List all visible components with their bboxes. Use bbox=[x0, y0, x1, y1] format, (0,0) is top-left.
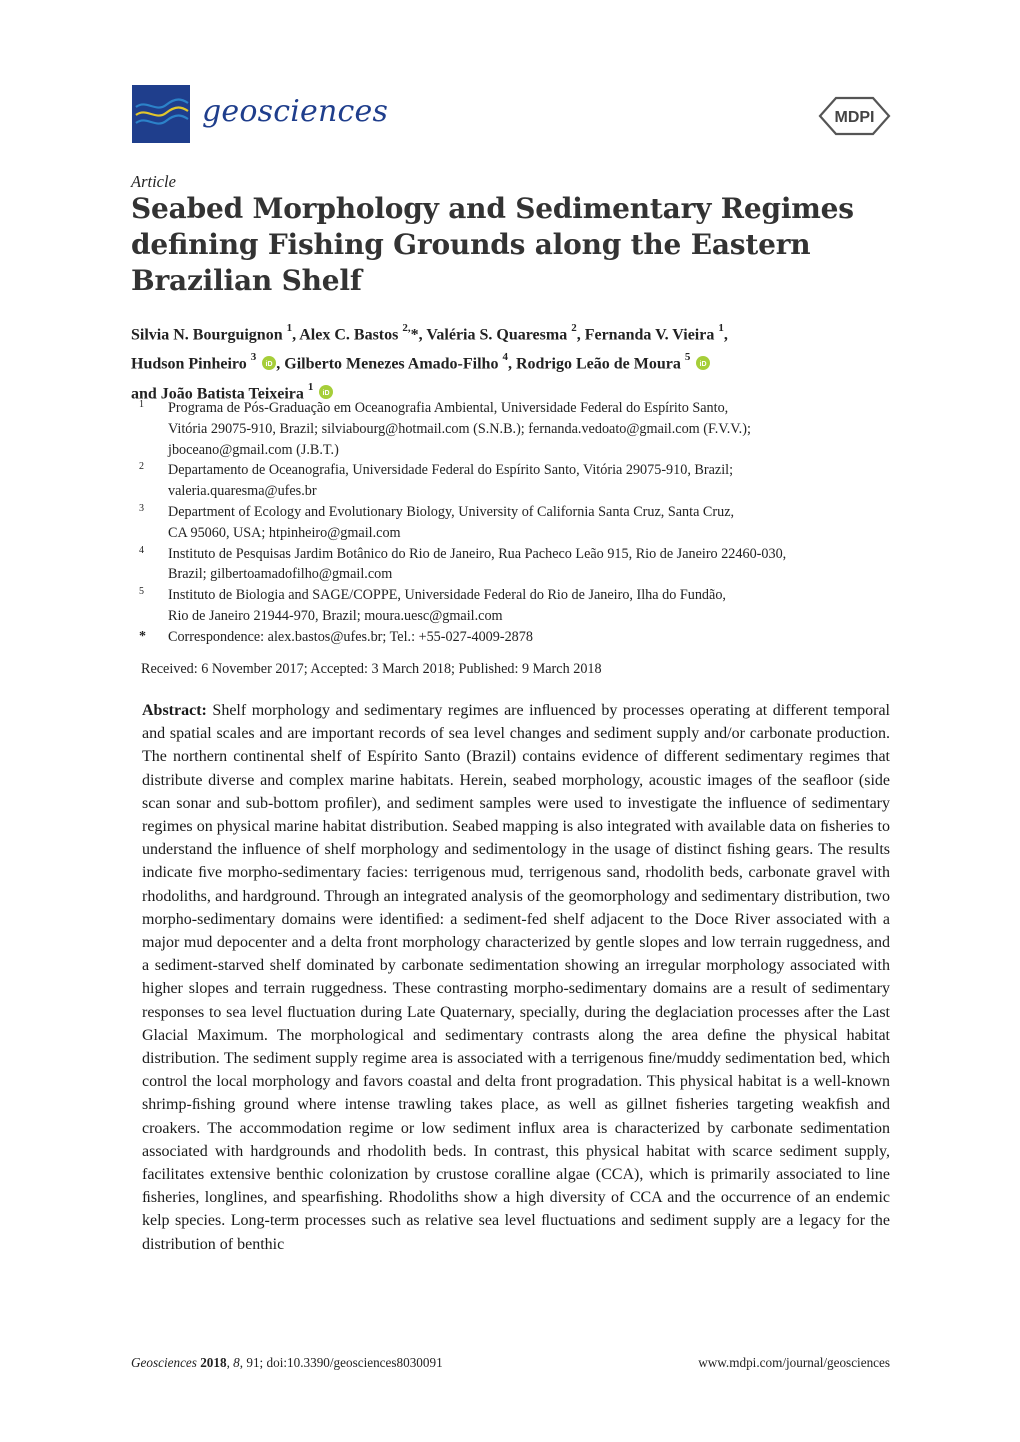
affiliation-line: Department of Ecology and Evolutionary Biology, University of California Santa Cruz, Santa Cruz, bbox=[168, 503, 735, 520]
affiliation-line: Departamento de Oceanografia, Universidade Federal do Espírito Santo, Vitória 29075-910, Brazil; bbox=[168, 462, 734, 479]
author-name[interactable]: and João Batista Teixeira bbox=[131, 384, 304, 402]
affiliation-line: valeria.quaresma@ufes.br bbox=[168, 483, 317, 500]
mdpi-logo-icon bbox=[818, 95, 891, 137]
affiliation-item bbox=[131, 544, 911, 586]
svg-text:iD: iD bbox=[322, 390, 330, 398]
affiliation-number: 5 bbox=[139, 586, 144, 598]
author-affiliation-ref: 3 bbox=[250, 351, 257, 364]
author-affiliation-ref: 2 bbox=[571, 322, 577, 334]
correspondence-star: * bbox=[139, 628, 146, 644]
corresponding-star: * bbox=[410, 326, 419, 344]
footer-volume: 8 bbox=[233, 1355, 240, 1370]
affiliation-item bbox=[131, 460, 911, 502]
author-line-2: Hudson Pinheiro $^3$ iD , Gilberto Menezes Amado-Filho $^4$, Rodrigo Leão de Moura $^5$ iD bbox=[131, 347, 891, 376]
affiliation-line: Brazil; gilbertoamadofilho@gmail.com bbox=[168, 566, 393, 583]
title-line-2: deﬁning Fishing Grounds along the Eastern bbox=[131, 228, 811, 261]
author-name[interactable]: Silvia N. Bourguignon bbox=[131, 326, 283, 344]
affiliation-item bbox=[131, 398, 911, 460]
footer-doi[interactable]: , 91; doi:10.3390/geosciences8030091 bbox=[239, 1355, 443, 1370]
affiliation-item bbox=[131, 585, 911, 627]
affiliation-line: CA 95060, USA; htpinheiro@gmail.com bbox=[168, 524, 401, 541]
affiliation-line: Vitória 29075-910, Brazil; silviabourg@hotmail.com (S.N.B.); fernanda.vedoato@gmail.com (F.V.V.); bbox=[168, 420, 751, 437]
author-affiliation-ref: 1 bbox=[718, 322, 724, 334]
orcid-icon[interactable] bbox=[696, 356, 710, 370]
affiliation-item bbox=[131, 502, 911, 544]
affiliation-number: 1 bbox=[139, 399, 144, 410]
affiliation-number: 3 bbox=[139, 502, 144, 514]
journal-logo-icon bbox=[132, 85, 190, 143]
correspondence-line: Correspondence: alex.bastos@ufes.br; Tel.: +55-027-4009-2878 bbox=[168, 628, 533, 645]
author-line-1: Silvia N. Bourguignon $^1$, Alex C. Bastos $^{2,}$*, Valéria S. Quaresma $^2$, Fernanda V. Vieira $^1$, bbox=[131, 322, 728, 344]
journal-url-link[interactable]: www.mdpi.com/journal/geosciences bbox=[698, 1355, 890, 1370]
mdpi-logo-text: MDPI bbox=[834, 109, 875, 126]
author-affiliation-ref: 4 bbox=[502, 351, 508, 364]
abstract-text: Shelf morphology and sedimentary regimes are inﬂuenced by processes operating at different temporal and spatial scales and are important records of sea level changes and sediment supply and/or carbonate production. The northern continental shelf of Espírito Santo (Brazil) contains evidence of different sedimentary regimes that distribute diverse and complex marine habitats. Herein, seabed morphology, acoustic images of the seaﬂoor (side scan sonar and sub-bottom proﬁler), and sediment samples were used to investigate the inﬂuence of sedimentary regimes on physical marine habitat distribution. Seabed mapping is also integrated with available data on ﬁsheries to understand the inﬂuence of shelf morphology and sedimentology in the usage of distinct ﬁshing gears. The results indicate ﬁve morpho-sedimentary facies: terrigenous mud, terrigenous sand, rhodolith beds, carbonate gravel with rhodoliths, and hardground. Through an integrated analysis of the geomorphology and sedimentary distribution, two morpho-sedimentary domains were identiﬁed: a sediment-fed shelf adjacent to the Doce River associated with a major mud depocenter and a delta front morphology characterized by gentle slopes and low terrain ruggedness, and a sediment-starved shelf dominated by carbonate sedimentation showing an irregular morphology associated with higher slopes and terrain ruggedness. These contrasting morpho-sedimentary domains are a result of sedimentary responses to sea level ﬂuctuation during Late Quaternary, specially, during the deglaciation processes after the Last Glacial Maximum. The morphological and sedimentary contrasts along the area deﬁne the physical habitat distribution. The sediment supply regime area is associated with a terrigenous ﬁne/muddy sedimentation bed, which control the local morphology and favors coastal and delta front progradation. This physical habitat is a well-known shrimp-ﬁshing ground where intense trawling takes place, as well as gillnet ﬁsheries targeting weakﬁsh and croakers. The accommodation regime or low sediment inﬂux area is characterized by carbonate sedimentation associated with hardgrounds and rhodolith beds. In contrast, this physical habitat with scarce sediment supply, facilitates extensive benthic colonization by crustose coralline algae (CCA), which is primarily associated to line ﬁsheries, longlines, and spearﬁshing. Rhodoliths show a high diversity of CCA and the occurrence of an endemic kelp species. Long-term processes such as relative sea level ﬂuctuations and sediment supply are a legacy for the distribution of benthic bbox=[142, 702, 890, 1253]
author-name[interactable]: Alex C. Bastos bbox=[299, 326, 399, 344]
author-affiliation-ref: 5 bbox=[684, 351, 691, 364]
affiliation-number: 2 bbox=[139, 461, 144, 473]
author-affiliation-ref: 2, bbox=[402, 322, 411, 334]
affiliation-line: Instituto de Biologia and SAGE/COPPE, Universidade Federal do Rio de Janeiro, Ilha do Fundão, bbox=[168, 587, 726, 604]
citation-footer: Geosciences 2018, 8, 91; doi:10.3390/geosciences8030091 bbox=[131, 1355, 443, 1370]
author-list bbox=[131, 318, 891, 406]
article-title bbox=[131, 191, 891, 299]
orcid-icon[interactable] bbox=[262, 356, 276, 370]
author-name[interactable]: Rodrigo Leão de Moura bbox=[515, 355, 681, 373]
svg-text:iD: iD bbox=[699, 360, 707, 368]
footer-journal: Geosciences bbox=[131, 1355, 197, 1370]
affiliations-list bbox=[131, 398, 911, 648]
title-line-1: Seabed Morphology and Sedimentary Regimes bbox=[131, 192, 854, 225]
affiliation-number: 4 bbox=[139, 544, 144, 556]
author-name[interactable]: Fernanda V. Vieira bbox=[584, 326, 715, 344]
author-name[interactable]: Valéria S. Quaresma bbox=[426, 326, 568, 344]
publication-dates: Received: 6 November 2017; Accepted: 3 March 2018; Published: 9 March 2018 bbox=[141, 661, 602, 677]
svg-text:iD: iD bbox=[265, 360, 273, 368]
author-name[interactable]: Gilberto Menezes Amado-Filho bbox=[284, 355, 499, 373]
journal-name: geosciences bbox=[202, 94, 389, 129]
article-type: Article bbox=[131, 172, 176, 191]
affiliation-line: Rio de Janeiro 21944-970, Brazil; moura.uesc@gmail.com bbox=[168, 607, 503, 624]
author-affiliation-ref: 1 bbox=[307, 380, 314, 393]
footer-year: 2018 bbox=[200, 1355, 227, 1370]
title-line-3: Brazilian Shelf bbox=[131, 264, 362, 297]
correspondence-item bbox=[131, 627, 911, 648]
affiliation-line: Instituto de Pesquisas Jardim Botânico do Rio de Janeiro, Rua Pacheco Leão 915, Rio de Janeiro 22460-030, bbox=[168, 545, 787, 562]
abstract-label: Abstract: bbox=[142, 702, 207, 719]
affiliation-line: jboceano@gmail.com (J.B.T.) bbox=[168, 441, 339, 458]
orcid-icon[interactable] bbox=[319, 385, 333, 399]
author-affiliation-ref: 1 bbox=[286, 322, 293, 334]
affiliation-line: Programa de Pós-Graduação em Oceanografia Ambiental, Universidade Federal do Espírito Santo, bbox=[168, 400, 729, 416]
author-name[interactable]: Hudson Pinheiro bbox=[131, 355, 247, 373]
abstract bbox=[142, 699, 890, 1256]
